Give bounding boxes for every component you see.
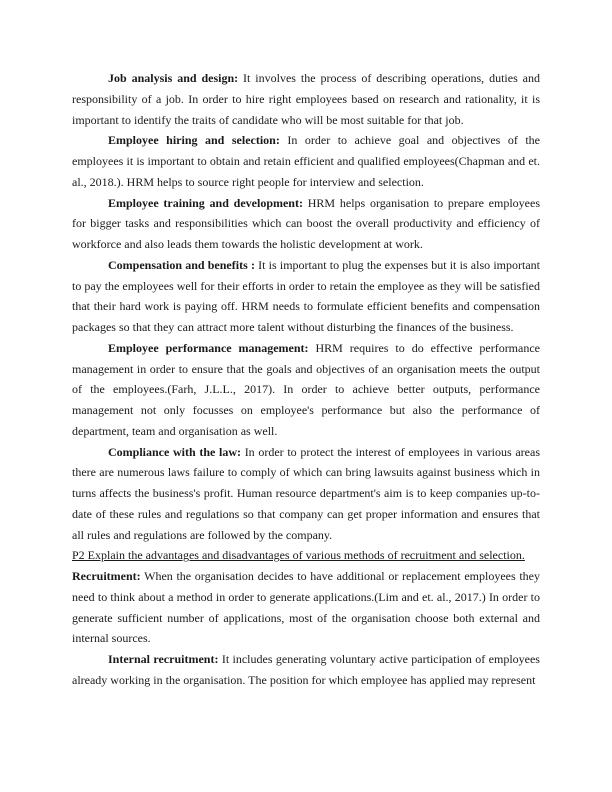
term-recruitment: Recruitment: — [72, 569, 141, 583]
text-compliance-law: In order to protect the interest of employees in various areas there are numerous laws failure to comply of which can bring lawsuits against business which in turns affects the business's profit. Human resource department's aim is to keep companies up-to-date of these rules and regulations so that company can get proper information and ensures that all rules and regulations are followed by the company. — [72, 444, 540, 542]
term-compensation-benefits: Compensation and benefits : — [108, 257, 255, 272]
term-internal-recruitment: Internal recruitment: — [108, 652, 219, 666]
paragraph-recruitment — [72, 566, 540, 649]
document-page — [72, 68, 540, 691]
text-hiring-selection: In order to achieve goal and objectives of the employees it is important to obtain and retain efficient and qualified employees(Chapman and et. al., 2018.). HRM helps to source right people for interview and selection. — [72, 133, 540, 189]
text-performance-management: HRM requires to do effective performance management in order to ensure that the goals and objectives of an organisation meets the output of the employees.(Farh, J.L.L., 2017). In order to achieve better outputs, performance management not only focusses on employee's performance but also the performance of department, team and organisation as well. — [72, 340, 540, 438]
text-job-analysis: It involves the process of describing operations, duties and responsibility of a job. In order to hire right employees based on research and rationality, it is important to identify the traits of candidate who will be most suitable for that job. — [72, 71, 540, 127]
paragraph-hiring-selection — [72, 130, 540, 192]
paragraph-performance-management — [72, 338, 540, 442]
term-compliance-law: Compliance with the law: — [108, 444, 242, 459]
text-recruitment: When the organisation decides to have additional or replacement employees they need to think about a method in order to generate applications.(Lim and et. al., 2017.) In order to generate sufficient number of applications, most of the organisation choose both external and internal sources. — [72, 569, 540, 646]
text-internal-recruitment: It includes generating voluntary active participation of employees already working in the organisation. The position for which employee has applied may represent — [72, 652, 540, 687]
term-job-analysis: Job analysis and design: — [108, 71, 239, 85]
term-hiring-selection: Employee hiring and selection: — [108, 133, 280, 148]
paragraph-internal-recruitment — [72, 649, 540, 691]
paragraph-compensation-benefits — [72, 255, 540, 338]
paragraph-job-analysis — [72, 68, 540, 130]
section-heading-p2: P2 Explain the advantages and disadvantages of various methods of recruitment and selection. — [72, 548, 525, 563]
paragraph-compliance-law — [72, 442, 540, 546]
term-training-development: Employee training and development: — [108, 195, 303, 210]
text-compensation-benefits: It is important to plug the expenses but it is also important to pay the employees well for their efforts in order to retain the employee as they will be satisfied that their hard work is paying off. HRM needs to formulate efficient benefits and compensation packages so that they can attract more talent without disturbing the finances of the business. — [72, 257, 540, 334]
term-performance-management: Employee performance management: — [108, 340, 309, 355]
paragraph-training-development — [72, 193, 540, 255]
text-training-development: HRM helps organisation to prepare employees for bigger tasks and responsibilities which can boost the overall productivity and efficiency of workforce and also leads them towards the holistic development at work. — [72, 195, 540, 251]
